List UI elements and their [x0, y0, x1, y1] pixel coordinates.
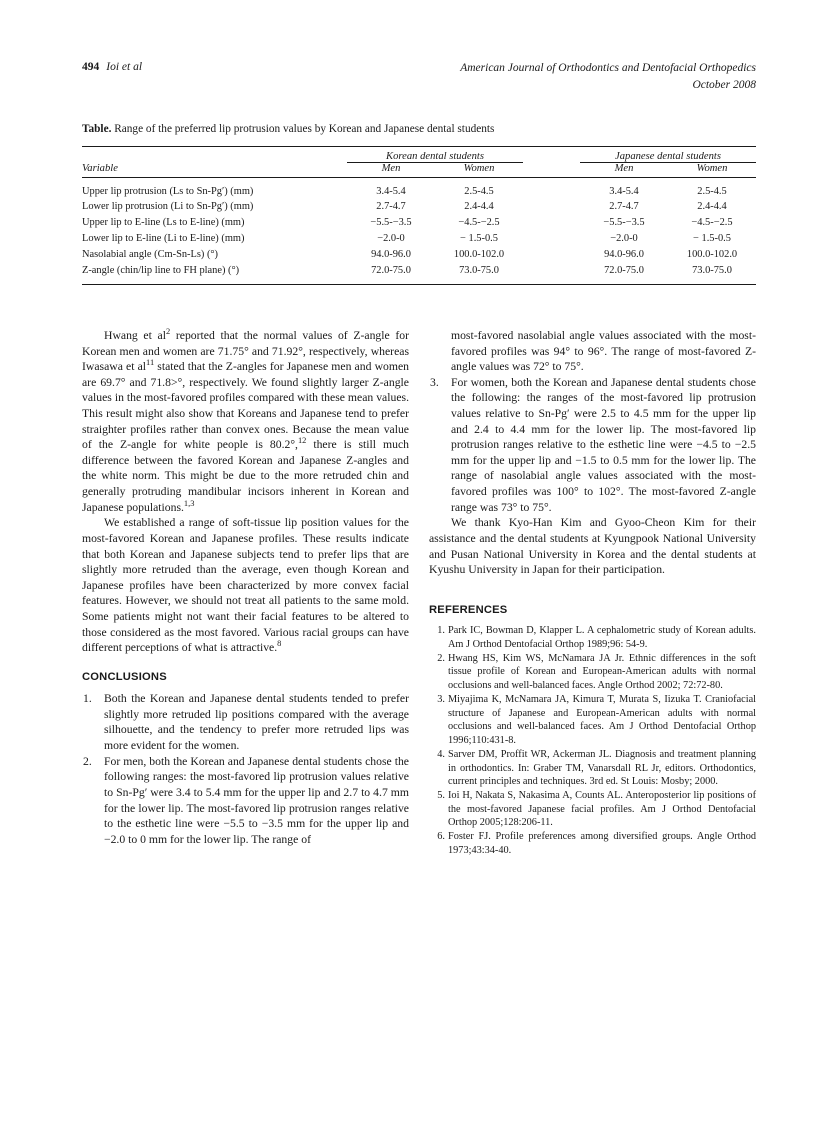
list-marker: 3. [430, 375, 439, 389]
reference-item [429, 789, 756, 830]
table-caption [82, 122, 756, 137]
citation-ref: 8 [277, 638, 282, 649]
table-cell-value: −4.5-−2.5 [691, 217, 733, 229]
table-caption-text: Range of the preferred lip protrusion values by Korean and Japanese dental students [114, 123, 495, 135]
reference-list [429, 624, 756, 857]
paragraph-acknowledgment [429, 515, 756, 577]
table-cell-value: 2.4-4.4 [464, 201, 494, 213]
citation-ref: 12 [297, 435, 307, 446]
reference-marker: 5. [437, 790, 445, 801]
table-cell-gap [523, 231, 580, 247]
para-text: We established a range of soft-tissue lip position values for the most-favored Korean and Japanese profiles. These results indicate that both Korean and Japanese subjects tend to prefer lips that are slightly more retruded than the average, even though Korean and Japanese profiles have been characterized by more convex facial features. However, we should not treat all patients to the same mold. Some patients might not want their facial features to be altered to those considered as the most favored. Various racial groups can have different perceptions of what is attractive. [82, 516, 409, 655]
list-item-text: For women, both the Korean and Japanese dental students chose the following: the ranges of the most-favored lip protrusion values relative to Sn-Pg′ were 2.5 to 4.5 mm for the upper lip and 2.4 to 4.4 mm for the lower lip. The most-favored lip protrusion ranges relative to the esthetic line were −4.5 to −2.5 mm for the upper lip and −1.5 to 0.5 mm for the lower lip. The range of nasolabial angle values associated with the most-favored profiles was 100° to 102°. The most-favored Z-angle range was 73° to 75°. [451, 375, 756, 514]
lip-protrusion-table [82, 146, 756, 288]
para-text: Hwang et al [104, 329, 166, 342]
table-subheader-row [82, 162, 756, 174]
list-item-continuation [429, 328, 756, 375]
table-row [82, 215, 756, 231]
table-cell-value: 2.7-4.7 [609, 201, 639, 213]
paragraph-hwang [82, 328, 409, 515]
body-column-left [82, 328, 409, 847]
group-header-spacer [82, 151, 347, 163]
reference-item [429, 624, 756, 651]
table-row [82, 177, 756, 199]
table-cell-value: 2.7-4.7 [376, 201, 406, 213]
table-row [82, 199, 756, 215]
section-heading-references: REFERENCES [429, 603, 508, 616]
reference-text: Ioi H, Nakata S, Nakasima A, Counts AL. Anteroposterior lip positions of the most-favored Japanese facial profiles. Am J Orthod Dentofacial Orthop 2005;128:206-11. [448, 790, 756, 829]
reference-marker: 6. [437, 831, 445, 843]
column-header-korean-women: Women [463, 162, 495, 174]
table-cell-gap [523, 177, 580, 199]
table-cell-value: −5.5-−3.5 [370, 217, 412, 229]
column-header-gap [523, 162, 580, 174]
reference-marker: 3. [437, 693, 445, 705]
column-header-japanese-men: Men [614, 162, 634, 174]
table-cell-gap [523, 199, 580, 215]
citation-ref: 11 [146, 357, 155, 368]
table-cell-variable: Nasolabial angle (Cm-Sn-Ls) (°) [82, 248, 219, 260]
table-caption-label: Table. [82, 123, 112, 135]
reference-text: Park IC, Bowman D, Klapper L. A cephalometric study of Korean adults. Am J Orthod Dentofacial Orthop 1989;96: 54-9. [448, 625, 756, 650]
para-text: stated that the Z-angles for Japanese men and women are 69.7° and 71.8>°, respectively. We found slightly larger Z-angle values in the most-favored profiles compared with these mean values. This result might also show that Koreans and Japanese tend to prefer straighter profiles rather than convex ones. Because the mean value of the Z-angle for white people is 80.2°, [82, 360, 409, 452]
list-item [82, 691, 409, 753]
table-cell-value: 2.5-4.5 [697, 185, 727, 197]
table-cell-value: 73.0-75.0 [692, 264, 732, 276]
table-cell-value: −5.5-−3.5 [603, 217, 645, 229]
table-cell-value: 100.0-102.0 [453, 248, 505, 260]
column-header-korean-men: Men [381, 162, 401, 174]
table-cell-variable: Upper lip protrusion (Ls to Sn-Pg′) (mm) [82, 185, 254, 197]
paragraph-established-range [82, 515, 409, 655]
list-item-text: Both the Korean and Japanese dental students tended to prefer slightly more retruded lip positions compared with the average silhouette, and the tendency to prefer more retruded lips was more evident for the women. [104, 692, 409, 753]
reference-item [429, 652, 756, 693]
list-marker: 2. [83, 754, 92, 768]
body-column-right [429, 328, 756, 858]
table-bottom-rule [82, 284, 756, 288]
reference-item [429, 830, 756, 857]
reference-text: Sarver DM, Proffit WR, Ackerman JL. Diagnosis and treatment planning in orthodontics. In: Graber TM, Vanarsdall RL Jr, editors. Orthodontics, current principles and techniques. 3rd ed. St Louis: Mosby; 2000. [448, 748, 756, 788]
table-row [82, 231, 756, 247]
table-cell-value: 72.0-75.0 [371, 264, 411, 276]
table-cell-value: 3.4-5.4 [609, 185, 639, 197]
table-cell-value: − 1.5-0.5 [693, 233, 731, 245]
list-marker: 1. [83, 692, 92, 706]
reference-text: Hwang HS, Kim WS, McNamara JA Jr. Ethnic differences in the soft tissue profile of Korean and European-American adults with normal occlusions and well-balanced faces. Angle Orthod 2002; 72:72-80. [448, 652, 756, 692]
table-cell-variable: Upper lip to E-line (Ls to E-line) (mm) [82, 217, 245, 229]
table-cell-value: 72.0-75.0 [604, 264, 644, 276]
group-header-korean: Korean dental students [347, 151, 523, 163]
reference-item [429, 748, 756, 789]
table-cell-gap [523, 247, 580, 263]
running-head-left [82, 60, 142, 76]
citation-ref: 1,3 [183, 497, 195, 508]
issue-date: October 2008 [692, 78, 756, 91]
table-cell-value: − 1.5-0.5 [460, 233, 498, 245]
table-cell-value: −2.0-0 [610, 233, 638, 245]
group-header-gap [523, 151, 580, 163]
running-head-authors: Ioi et al [106, 61, 143, 73]
table-cell-variable: Z-angle (chin/lip line to FH plane) (°) [82, 264, 240, 276]
para-text: there is still much difference between the favored Korean and Japanese Z-angles and the white norm. This might be due to the more retruded chin and generally protruding mandibular incisors inherent in Korean and Japanese populations. [82, 438, 409, 514]
list-item [429, 375, 756, 515]
citation-ref: 2 [165, 326, 171, 337]
column-header-japanese-women: Women [696, 162, 728, 174]
page-number: 494 [82, 61, 100, 73]
table-cell-gap [523, 215, 580, 231]
running-head [82, 60, 756, 93]
conclusions-list-right [429, 328, 756, 515]
table-cell-value: 2.5-4.5 [464, 185, 494, 197]
table-cell-value: 94.0-96.0 [604, 248, 644, 260]
table-cell-value: 73.0-75.0 [459, 264, 499, 276]
table-head [82, 146, 756, 177]
table-cell-variable: Lower lip to E-line (Li to E-line) (mm) [82, 233, 245, 245]
table-cell-value: −4.5-−2.5 [458, 217, 500, 229]
table-foot [82, 284, 756, 288]
list-item [82, 754, 409, 848]
reference-marker: 4. [437, 748, 445, 760]
table-cell-gap [523, 263, 580, 284]
table-row [82, 263, 756, 284]
reference-marker: 2. [437, 652, 445, 664]
column-header-variable: Variable [82, 162, 118, 174]
table-cell-value: 2.4-4.4 [697, 201, 727, 213]
table-row [82, 247, 756, 263]
group-header-japanese: Japanese dental students [580, 151, 756, 163]
list-item-text: For men, both the Korean and Japanese dental students chose the following ranges: the most-favored lip protrusion values relative to Sn-Pg′ were 3.4 to 5.4 mm for the upper lip and 2.7 to 4.7 mm for the lower lip. The most-favored lip protrusion ranges relative to the esthetic line were −5.5 to −3.5 mm for the upper lip and −2.0 to 0 mm for the lower lip. The range of [104, 754, 409, 846]
table-group-header-row [82, 151, 756, 163]
table-cell-value: −2.0-0 [377, 233, 405, 245]
table-cell-value: 94.0-96.0 [371, 248, 411, 260]
reference-text: Foster FJ. Profile preferences among diversified groups. Angle Orthod 1973;43:34-40. [448, 831, 756, 856]
journal-title: American Journal of Orthodontics and Dentofacial Orthopedics [460, 62, 756, 74]
references-block [429, 604, 756, 858]
para-text: We thank Kyo-Han Kim and Gyoo-Cheon Kim for their assistance and the dental students at Kyungpook National University and Pusan National University in Korea and the dental students at Kyushu University in Japan for their participation. [429, 516, 756, 577]
table-cell-value: 3.4-5.4 [376, 185, 406, 197]
table-body [82, 177, 756, 284]
reference-marker: 1. [437, 625, 445, 637]
para-text: reported that the normal values of Z-angle for Korean men and women are 71.75° and 71.92°, respectively, whereas Iwasawa et al [82, 329, 409, 374]
section-heading-conclusions: CONCLUSIONS [82, 670, 167, 683]
running-head-right [460, 60, 756, 93]
list-item-text: most-favored nasolabial angle values associated with the most-favored profiles was 94° to 96°. The range of most-favored Z-angle values was 72° to 75°. [451, 329, 756, 374]
reference-text: Miyajima K, McNamara JA, Kimura T, Murata S, Iizuka T. Craniofacial structure of Japanese and European-American adults with normal occlusions and well-balanced faces. Am J Orthod Dentofacial Orthop 1996;110:431-8. [448, 693, 756, 747]
table-block [82, 122, 756, 288]
table-cell-value: 100.0-102.0 [686, 248, 738, 260]
table-cell-variable: Lower lip protrusion (Li to Sn-Pg′) (mm) [82, 201, 254, 213]
reference-item [429, 693, 756, 748]
conclusions-list-left [82, 691, 409, 847]
